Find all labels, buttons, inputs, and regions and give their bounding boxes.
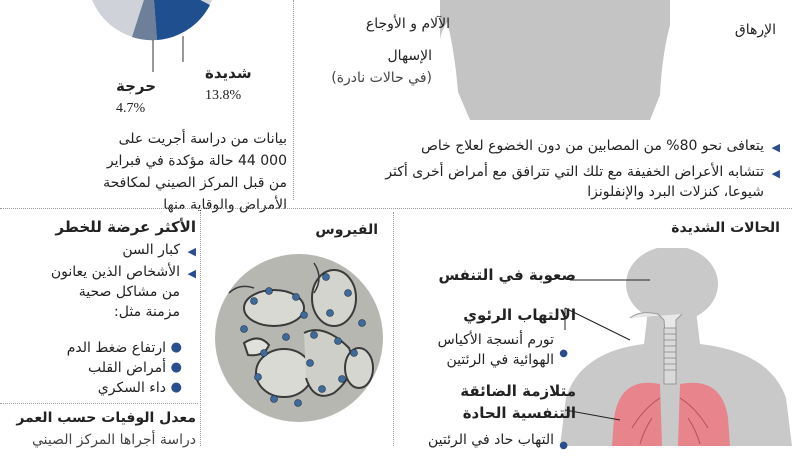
dot-bullet-icon: ● bbox=[170, 380, 182, 395]
list-item bbox=[40, 358, 182, 378]
symptom-fatigue: الإرهاق bbox=[734, 22, 776, 38]
mild-body-silhouette bbox=[430, 0, 680, 125]
conditions-list bbox=[40, 338, 182, 398]
risk-list bbox=[40, 240, 196, 322]
condition-item: ارتفاع ضغط الدم bbox=[66, 340, 166, 356]
pneumonia-desc-row bbox=[410, 330, 566, 370]
pneumonia-desc: تورم أنسجة الأكياس الهوائية في الرئتين bbox=[437, 332, 554, 368]
risk-item: الأشخاص الذين يعانون من مشاكل صحية مزمنة مثل: bbox=[50, 264, 180, 320]
death-rate-title: معدل الوفيات حسب العمر bbox=[16, 410, 196, 426]
dot-bullet-icon: ● bbox=[170, 360, 182, 375]
dot-bullet-icon: ● bbox=[170, 340, 182, 355]
triangle-bullet-icon: ◀ bbox=[771, 167, 780, 180]
symptom-rare-note: (في حالات نادرة) bbox=[331, 70, 432, 86]
severe-breathing: صعوبة في التنفس bbox=[438, 266, 576, 284]
list-item bbox=[40, 378, 182, 398]
pie-slice-severe bbox=[152, 0, 210, 40]
mild-note-text: تتشابه الأعراض الخفيفة مع تلك التي تترافق مع أمراض أخرى أكثر شيوعا، كنزلات البرد والإنفلونزا bbox=[385, 164, 764, 200]
pie-critical-value: 4.7% bbox=[116, 101, 146, 116]
risk-item: كبار السن bbox=[122, 242, 180, 258]
virus-title: الفيروس bbox=[315, 222, 378, 238]
top-column-divider bbox=[293, 0, 294, 200]
risk-title: الأكثر عرضة للخطر bbox=[55, 218, 196, 236]
triangle-bullet-icon: ◀ bbox=[771, 141, 780, 154]
ards-desc: التهاب حاد في الرئتين bbox=[427, 432, 554, 448]
list-item bbox=[40, 240, 196, 260]
pneumonia-title: الالتهاب الرئوي bbox=[463, 306, 576, 324]
pie-source-note: بيانات من دراسة أجريت على 000 44 حالة مؤكدة في فبراير من قبل المركز الصيني لمكافحة الأمراض والوقاية منها bbox=[103, 131, 287, 213]
dot-bullet-icon: ● bbox=[559, 348, 568, 359]
virus-divider bbox=[393, 212, 394, 446]
triangle-bullet-icon: ◀ bbox=[187, 245, 196, 258]
condition-item: داء السكري bbox=[97, 380, 166, 396]
symptom-pains: الآلام و الأوجاع bbox=[365, 16, 450, 32]
pie-critical-label: حرجة bbox=[116, 77, 157, 95]
pie-severe-value: 13.8% bbox=[205, 88, 242, 103]
severe-title: الحالات الشديدة bbox=[671, 220, 780, 236]
virus-micrograph bbox=[214, 253, 384, 423]
list-item bbox=[40, 338, 182, 358]
triangle-bullet-icon: ◀ bbox=[187, 267, 196, 280]
list-item bbox=[372, 136, 780, 156]
dot-bullet-icon: ● bbox=[559, 440, 568, 451]
symptom-diarrhea: الإسهال bbox=[387, 48, 432, 64]
pie-severe-label: شديدة bbox=[205, 64, 252, 82]
death-rate-subtitle: دراسة أجراها المركز الصيني bbox=[31, 432, 196, 448]
bottom-left-divider bbox=[200, 212, 201, 446]
section-divider bbox=[0, 208, 792, 209]
list-item bbox=[40, 262, 196, 322]
ards-title: متلازمة الضائقة التنفسية الحادة bbox=[460, 382, 576, 422]
condition-item: أمراض القلب bbox=[88, 360, 166, 376]
mild-notes-list bbox=[372, 136, 780, 202]
mild-note-text: يتعافى نحو 80% من المصابين من دون الخضوع لعلاج خاص bbox=[420, 138, 764, 154]
ards-desc-row bbox=[410, 430, 566, 450]
death-rate-divider bbox=[0, 403, 198, 404]
list-item bbox=[372, 162, 780, 202]
